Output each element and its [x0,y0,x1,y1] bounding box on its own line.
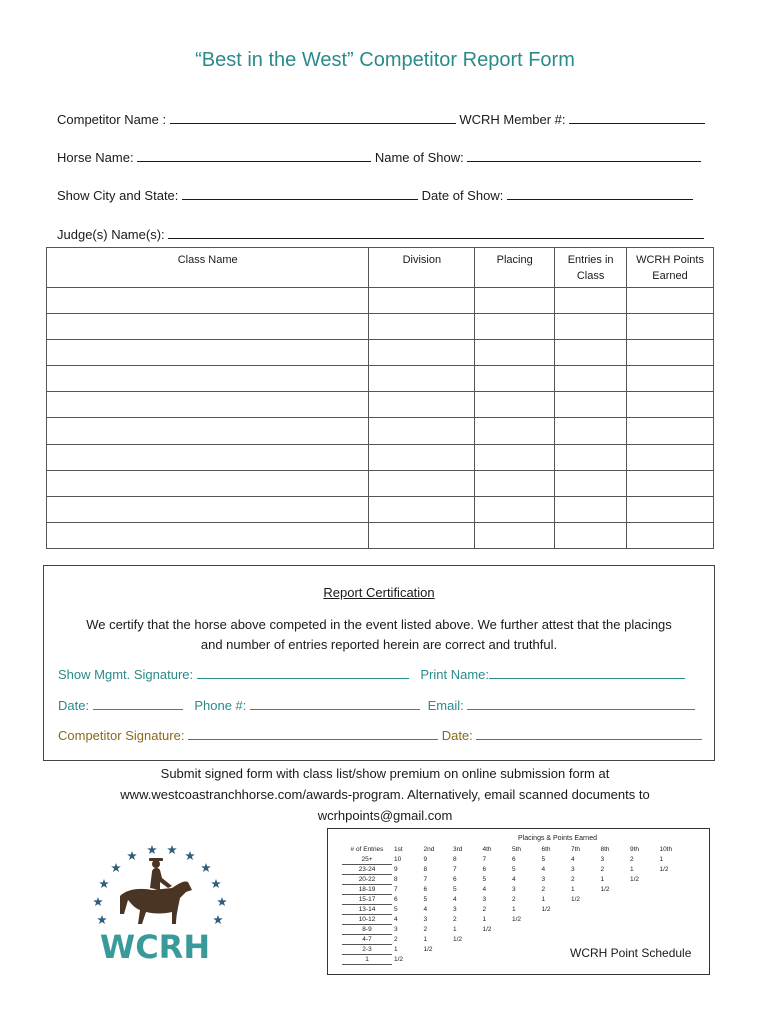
class-rows [47,288,714,549]
point-schedule-cell: 18-19 [342,884,392,894]
point-schedule-cell: 1/2 [571,895,581,903]
placing-cell[interactable] [475,418,555,444]
point-schedule-cell: 1 [453,925,457,933]
point-schedule-cell [451,944,481,954]
point-schedule-cell [540,914,570,924]
point-schedule-cell: 3 [512,885,516,893]
point-schedule-cell: 3 [571,865,575,873]
point-schedule-cell: 9 [423,855,428,863]
point-schedule-cell: 2 [423,925,428,933]
point-schedule-cell [658,884,688,894]
point-schedule-cell [540,934,570,944]
point-schedule-cell [658,894,688,904]
entries-header: Entries in Class [555,248,627,288]
point-schedule-cell [422,954,452,964]
print-name-label: Print Name: [420,667,490,682]
placing-cell[interactable] [475,366,555,392]
point-schedule-cell: 7 [423,875,428,883]
point-schedule-cell: 23-24 [342,864,392,874]
point-schedule-cell: 4 [541,865,546,873]
date-phone-email-row [58,698,695,713]
division-cell[interactable] [369,392,475,418]
point-schedule-cell [628,924,658,934]
point-schedule-cell: 1 [394,945,398,953]
point-schedule-cell: 1 [342,954,392,964]
point-schedule-cell: 3 [423,915,428,923]
mgmt-signature-label: Show Mgmt. Signature: [58,667,194,682]
point-schedule-cell: 8-9 [342,924,392,934]
class-name-cell[interactable] [47,392,369,418]
point-schedule-cell: 1/2 [659,865,669,873]
point-schedule-cell [540,954,570,964]
point-schedule-cell: 4 [482,885,487,893]
points-cell[interactable] [627,444,714,470]
class-name-cell[interactable] [47,314,369,340]
point-schedule-cell: 1/2 [512,915,522,923]
point-schedule-cell: 6 [512,855,516,863]
point-schedule-cell [628,934,658,944]
point-schedule-cell [628,914,658,924]
judges-label: Judge(s) Name(s): [57,227,165,242]
point-schedule-column-header: 7th [571,846,581,854]
point-schedule-column-header: 6th [541,846,551,854]
point-schedule-cell [658,904,688,914]
placing-cell[interactable] [475,470,555,496]
class-name-cell[interactable] [47,366,369,392]
table-row [47,496,714,522]
horse-name-row [57,150,701,165]
division-cell[interactable] [369,496,475,522]
entries-cell[interactable] [555,366,627,392]
point-schedule-column-header: # of Entries [350,846,384,854]
placing-cell[interactable] [475,392,555,418]
point-schedule-cell: 2-3 [342,944,392,954]
entries-cell[interactable] [555,496,627,522]
wcrh-logo-icon [80,828,230,978]
class-name-cell[interactable] [47,288,369,314]
point-schedule-cell: 1/2 [423,945,433,953]
point-schedule-row [342,904,687,914]
point-schedule-column-header: 5th [512,846,522,854]
point-schedule-header-row [342,845,687,855]
division-cell[interactable] [369,366,475,392]
placing-cell[interactable] [475,496,555,522]
placing-cell[interactable] [475,340,555,366]
table-row [47,392,714,418]
svg-text:WCRH: WCRH [99,928,211,966]
point-schedule-cell: 2 [512,895,516,903]
show-city-field[interactable] [182,188,418,200]
point-schedule-column-header: 3rd [453,846,463,854]
point-schedule-cell [510,954,540,964]
division-cell[interactable] [369,470,475,496]
table-row [47,366,714,392]
point-schedule-cell: 4-7 [342,934,392,944]
point-schedule-cell [628,884,658,894]
point-schedule-cell [569,924,599,934]
point-schedule-column-header: 2nd [423,846,435,854]
form-title: “Best in the West” Competitor Report Form [195,49,575,71]
table-row [47,314,714,340]
point-schedule-cell [658,934,688,944]
certification-heading: Report Certification [323,585,435,600]
points-cell[interactable] [627,314,714,340]
point-schedule-cell: 4 [453,895,457,903]
points-cell[interactable] [627,366,714,392]
email-label: Email: [427,698,464,713]
point-schedule-cell: 1/2 [482,925,492,933]
show-name-label: Name of Show: [374,150,464,165]
mgmt-signature-row [58,667,685,682]
submission-instructions: Submit signed form with class list/show premium on online submission form at www.westcoastranchhorse.com/awards-program. Alternatively, email scanned documents to wcrhpoints@gmail.com [120,766,650,823]
point-schedule-column-header: 4th [482,846,492,854]
table-header-row [47,248,714,288]
point-schedule-cell [481,944,511,954]
division-cell[interactable] [369,340,475,366]
point-schedule-cell: 5 [423,895,428,903]
point-schedule-cell: 20-22 [342,874,392,884]
points-cell[interactable] [627,470,714,496]
point-schedule-cell [510,924,540,934]
point-schedule-cell [628,904,658,914]
table-row [47,418,714,444]
point-schedule-cell [510,944,540,954]
point-schedule-cell: 6 [482,865,487,873]
points-header: WCRH Points Earned [627,248,714,288]
point-schedule-row [342,924,687,934]
point-schedule-column-header: 8th [600,846,610,854]
placing-cell[interactable] [475,288,555,314]
division-cell[interactable] [369,288,475,314]
point-schedule-cell: 8 [453,855,457,863]
point-schedule-cell [628,894,658,904]
point-schedule-cell [658,874,688,884]
point-schedule-cell [569,904,599,914]
point-schedule-cell: 2 [453,915,457,923]
division-cell[interactable] [369,418,475,444]
point-schedule-cell [599,904,629,914]
point-schedule-cell: 1/2 [630,875,640,883]
point-schedule-cell [658,924,688,934]
horse-name-label: Horse Name: [57,150,134,165]
point-schedule-cell [658,914,688,924]
point-schedule-cell [481,954,511,964]
points-cell[interactable] [627,522,714,548]
point-schedule-cell [540,924,570,934]
competitor-signature-field[interactable] [188,728,438,740]
table-row [47,470,714,496]
point-schedule-cell: 3 [394,925,398,933]
point-schedule-cell: 6 [453,875,457,883]
competitor-date-field[interactable] [476,728,702,740]
placing-cell[interactable] [475,444,555,470]
class-name-cell[interactable] [47,418,369,444]
point-schedule-cell: 8 [423,865,428,873]
point-schedule-cell: 6 [394,895,398,903]
point-schedule-cell: 1 [659,855,664,863]
division-cell[interactable] [369,522,475,548]
point-schedule-cell: 2 [571,875,575,883]
point-schedule-column-header: 9th [630,846,640,854]
point-schedule-cell [599,894,629,904]
point-schedule-cell: 3 [453,905,457,913]
competitor-date-label: Date: [441,728,473,743]
point-schedule-heading: Placings & Points Earned [518,835,597,842]
point-schedule-cell [599,914,629,924]
point-schedule-cell: 1 [482,915,487,923]
competitor-name-label: Competitor Name : [57,112,167,127]
point-schedule-cell: 1 [600,875,605,883]
competitor-signature-label: Competitor Signature: [58,728,185,743]
entries-cell[interactable] [555,392,627,418]
point-schedule-cell [451,954,481,964]
table-row [47,288,714,314]
point-schedule-cell [599,934,629,944]
point-schedule-cell [510,934,540,944]
point-schedule-cell: 4 [512,875,516,883]
points-cell[interactable] [627,288,714,314]
point-schedule-cell: 4 [423,905,428,913]
point-schedule-cell: 15-17 [342,894,392,904]
show-date-label: Date of Show: [421,188,504,203]
point-schedule-cell: 10-12 [342,914,392,924]
show-city-row [57,188,693,203]
point-schedule-cell: 4 [394,915,398,923]
point-schedule-row [342,934,687,944]
class-results-table [46,247,714,549]
point-schedule-cell: 9 [394,865,398,873]
point-schedule-cell [569,914,599,924]
point-schedule-box [327,828,710,975]
competitor-name-row [57,112,705,127]
point-schedule-cell: 1 [630,865,634,873]
point-schedule-caption: WCRH Point Schedule [570,946,692,960]
point-schedule-cell: 1 [512,905,516,913]
mgmt-signature-field[interactable] [197,667,409,679]
show-name-field[interactable] [467,150,701,162]
cert-date-field[interactable] [93,698,183,710]
point-schedule-cell: 6 [423,885,428,893]
point-schedule-column-header: 1st [394,846,403,854]
point-schedule-cell: 3 [541,875,546,883]
point-schedule-cell: 4 [571,855,575,863]
class-name-cell[interactable] [47,522,369,548]
point-schedule-cell: 1 [571,885,575,893]
point-schedule-cell: 1/2 [453,935,463,943]
entries-cell[interactable] [555,444,627,470]
division-cell[interactable] [369,314,475,340]
placing-cell[interactable] [475,314,555,340]
class-name-header: Class Name [47,248,369,288]
placing-cell[interactable] [475,522,555,548]
entries-cell[interactable] [555,340,627,366]
class-name-cell[interactable] [47,340,369,366]
print-name-field[interactable] [489,667,685,679]
point-schedule-cell [599,924,629,934]
competitor-signature-row [58,728,702,743]
member-number-field[interactable] [569,112,705,124]
point-schedule-cell: 25+ [342,855,392,865]
judges-row [57,227,704,242]
point-schedule-cell: 13-14 [342,904,392,914]
point-schedule-cell: 7 [394,885,398,893]
point-schedule-cell: 1/2 [394,955,404,963]
entries-cell[interactable] [555,418,627,444]
class-name-cell[interactable] [47,444,369,470]
table-row [47,444,714,470]
cert-date-label: Date: [58,698,90,713]
show-city-label: Show City and State: [57,188,179,203]
point-schedule-row [342,874,687,884]
point-schedule-row [342,914,687,924]
competitor-name-field[interactable] [170,112,456,124]
point-schedule-cell: 5 [541,855,546,863]
entries-cell[interactable] [555,522,627,548]
point-schedule-cell: 2 [541,885,546,893]
entries-cell[interactable] [555,314,627,340]
point-schedule-cell: 7 [482,855,487,863]
member-number-label: WCRH Member #: [459,112,566,127]
placing-header: Placing [475,248,555,288]
point-schedule-cell [540,944,570,954]
entries-cell[interactable] [555,288,627,314]
point-schedule-cell: 2 [394,935,398,943]
point-schedule-row [342,884,687,894]
point-schedule-cell: 1/2 [541,905,551,913]
division-header: Division [369,248,475,288]
point-schedule-cell: 8 [394,875,398,883]
report-certification-box [43,565,715,761]
point-schedule-cell [569,934,599,944]
division-cell[interactable] [369,444,475,470]
point-schedule-cell: 5 [482,875,487,883]
point-schedule-cell: 1 [423,935,428,943]
class-name-cell[interactable] [47,496,369,522]
points-cell[interactable] [627,392,714,418]
point-schedule-cell [481,934,511,944]
point-schedule-row [342,894,687,904]
show-date-field[interactable] [507,188,693,200]
certification-text: We certify that the horse above competed in the event listed above. We further attest that the placings and number of entries reported herein are correct and truthful. [86,617,672,652]
point-schedule-cell: 2 [630,855,634,863]
point-schedule-cell: 5 [453,885,457,893]
phone-field[interactable] [250,698,420,710]
horse-name-field[interactable] [137,150,371,162]
point-schedule-cell: 1 [541,895,546,903]
point-schedule-cell: 2 [600,865,605,873]
point-schedule-row [342,855,687,865]
email-field[interactable] [467,698,695,710]
point-schedule-cell: 1/2 [600,885,610,893]
judges-field[interactable] [168,227,704,239]
point-schedule-row [342,864,687,874]
points-cell[interactable] [627,496,714,522]
point-schedule-column-header: 10th [659,846,673,854]
point-schedule-cell: 2 [482,905,487,913]
points-cell[interactable] [627,340,714,366]
point-schedule-cell: 5 [394,905,398,913]
entries-cell[interactable] [555,470,627,496]
table-row [47,522,714,548]
point-schedule-cell: 3 [600,855,605,863]
class-name-cell[interactable] [47,470,369,496]
points-cell[interactable] [627,418,714,444]
point-schedule-cell: 3 [482,895,487,903]
point-schedule-cell: 5 [512,865,516,873]
phone-label: Phone #: [194,698,247,713]
point-schedule-cell: 7 [453,865,457,873]
point-schedule-cell: 10 [394,855,402,863]
table-row [47,340,714,366]
